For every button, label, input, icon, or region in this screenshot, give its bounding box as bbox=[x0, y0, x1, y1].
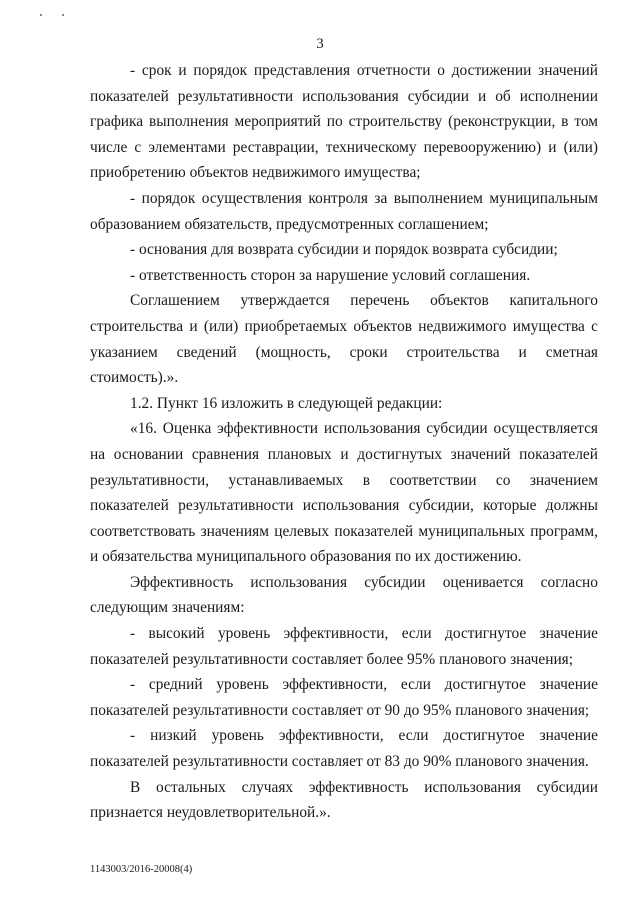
document-body bbox=[90, 58, 598, 826]
paragraph-control-procedure: - порядок осуществления контроля за выполнением муниципальным образованием обязательств, предусмотренных соглашением; bbox=[90, 189, 598, 233]
paragraph-reporting-terms: - срок и порядок представления отчетности о достижении значений показателей результативности использования субсидии и об исполнении графика выполнения мероприятий по строительству (реконструкции, в том числе с элементами реставрации, техническому перевооружению) и (или) приобретению объектов недвижимого имущества; bbox=[90, 62, 598, 182]
paragraph-liability: - ответственность сторон за нарушение условий соглашения. bbox=[130, 266, 531, 284]
paragraph-high-level: - высокий уровень эффективности, если достигнутое значение показателей результативности составляет более 95% планового значения; bbox=[90, 625, 598, 668]
document-code: 1143003/2016-20008(4) bbox=[90, 864, 193, 875]
paragraph-medium-level: - средний уровень эффективности, если достигнутое значение показателей результативности составляет от 90 до 95% планового значения; bbox=[90, 676, 598, 719]
paragraph-agreement-list: Соглашением утверждается перечень объектов капитального строительства и (или) приобретаемых объектов недвижимого имущества с указанием сведений (мощность, сроки строительства и сметная стоимость).». bbox=[90, 292, 598, 387]
paragraph-clause-1-2: 1.2. Пункт 16 изложить в следующей редакции: bbox=[130, 394, 443, 412]
scan-dot bbox=[62, 14, 64, 16]
paragraph-clause-16: «16. Оценка эффективности использования субсидии осуществляется на основании сравнения плановых и достигнутых значений показателей результативности, устанавливаемых в соответствии со значением показателей результативности использования субсидии, которые должны соответствовать значениям целевых показателей муниципальных программ, и обязательства муниципального образования по их достижению. bbox=[90, 420, 598, 566]
scan-dot bbox=[40, 14, 42, 16]
paragraph-efficiency-intro: Эффективность использования субсидии оценивается согласно следующим значениям: bbox=[90, 573, 598, 617]
page-number: 3 bbox=[316, 36, 324, 52]
paragraph-unsatisfactory: В остальных случаях эффективность использования субсидии признается неудовлетворительной.». bbox=[90, 778, 598, 822]
paragraph-low-level: - низкий уровень эффективности, если достигнутое значение показателей результативности составляет от 83 до 90% планового значения. bbox=[90, 727, 598, 771]
paragraph-refund-grounds: - основания для возврата субсидии и порядок возврата субсидии; bbox=[130, 241, 558, 259]
